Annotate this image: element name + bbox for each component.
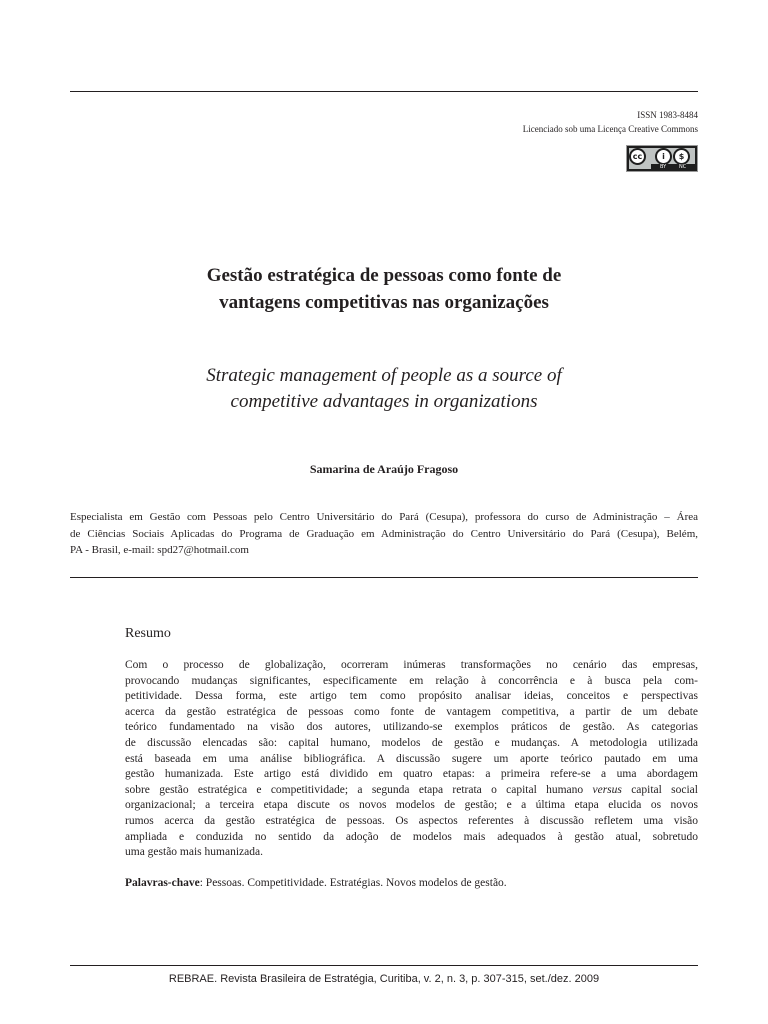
abstract-line: Com o processo de globalização, ocorreram inúmeras transformações no cenário das empresas, — [125, 659, 698, 671]
title-pt-line: vantagens competitivas nas organizações — [219, 292, 549, 313]
keywords — [125, 877, 698, 889]
title-pt-line: Gestão estratégica de pessoas como fonte de — [206, 265, 562, 286]
abstract-line: está baseada em uma análise bibliográfica. A discussão sugere um aporte teórico pautado em uma — [125, 752, 698, 765]
issn: ISSN 1983-8484 — [637, 110, 698, 120]
title-portuguese — [0, 262, 768, 316]
title-en-line: Strategic management of people as a source of — [206, 365, 562, 386]
license-text[interactable]: Licenciado sob uma Licença Creative Commons — [522, 124, 698, 134]
abstract-line: organizacional; a terceira etapa discute os novos modelos de gestão; e a última etapa elucida os novos — [125, 799, 698, 812]
title-english — [0, 363, 768, 415]
by-icon: i — [655, 148, 672, 165]
author-affiliation — [70, 509, 698, 559]
abstract-line: ampliada e conduzida no sentido da adoção de modelos mais adequados à gestão atual, sobretudo — [125, 830, 698, 843]
affiliation-line: Especialista em Gestão com Pessoas pelo Centro Universitário do Pará (Cesupa), professora do curso de Administração – Área — [70, 511, 698, 523]
keywords-text: : Pessoas. Competitividade. Estratégias. Novos modelos de gestão. — [199, 877, 507, 889]
versus-emphasis: versus — [592, 783, 622, 796]
title-en-line: competitive advantages in organizations — [230, 391, 538, 412]
resumo-heading: Resumo — [125, 626, 171, 641]
footer-rule — [70, 965, 698, 966]
author-name: Samarina de Araújo Fragoso — [309, 462, 459, 476]
abstract-line: de discussão elencadas são: capital humano, modelos de gestão e mudanças. A metodologia utilizada — [125, 736, 698, 749]
abstract-line: sobre gestão estratégica e competitividade; a segunda etapa retrata o capital humano versus capital social — [125, 783, 698, 796]
nc-icon: $ — [673, 148, 690, 165]
abstract-line: uma gestão mais humanizada. — [125, 846, 263, 859]
cc-badge-tags — [651, 164, 697, 171]
abstract-line: petitividade. Dessa forma, este artigo tem como propósito analisar ideias, conceitos e perspectivas — [125, 690, 698, 703]
abstract-line: teórico fundamentado na visão dos autores, utilizando-se exemplos práticos de gestão. As categorias — [125, 721, 698, 734]
abstract-line: acerca da gestão estratégica de pessoas como fonte de vantagem competitiva, a partir de um debate — [125, 705, 698, 718]
creative-commons-badge[interactable] — [626, 145, 698, 172]
abstract-line: gestão humanizada. Este artigo está dividido em quatro etapas: a primeira refere-se a uma abordagem — [125, 768, 698, 781]
license-block — [523, 108, 698, 136]
nc-label: NC — [679, 164, 687, 170]
journal-footer: REBRAE. Revista Brasileira de Estratégia, Curitiba, v. 2, n. 3, p. 307-315, set./dez. 2009 — [168, 973, 600, 985]
abstract-line: provocando mudanças significantes, especificamente em relação à concorrência e à busca pela com- — [125, 674, 698, 687]
by-label: BY — [660, 164, 667, 170]
top-rule — [70, 91, 698, 92]
affiliation-line: de Ciências Sociais Aplicadas do Programa de Graduação em Administração do Centro Universitário do Pará (Cesupa), Belém, — [70, 527, 698, 540]
section-rule — [70, 577, 698, 578]
cc-icon: cc — [629, 148, 646, 165]
affiliation-line: PA - Brasil, e-mail: spd27@hotmail.com — [70, 544, 249, 556]
keywords-label: Palavras-chave — [125, 877, 200, 889]
abstract-line: rumos acerca da gestão estratégica de pessoas. Os aspectos referentes à discussão refletem uma visão — [125, 814, 698, 827]
abstract-body — [125, 658, 698, 861]
